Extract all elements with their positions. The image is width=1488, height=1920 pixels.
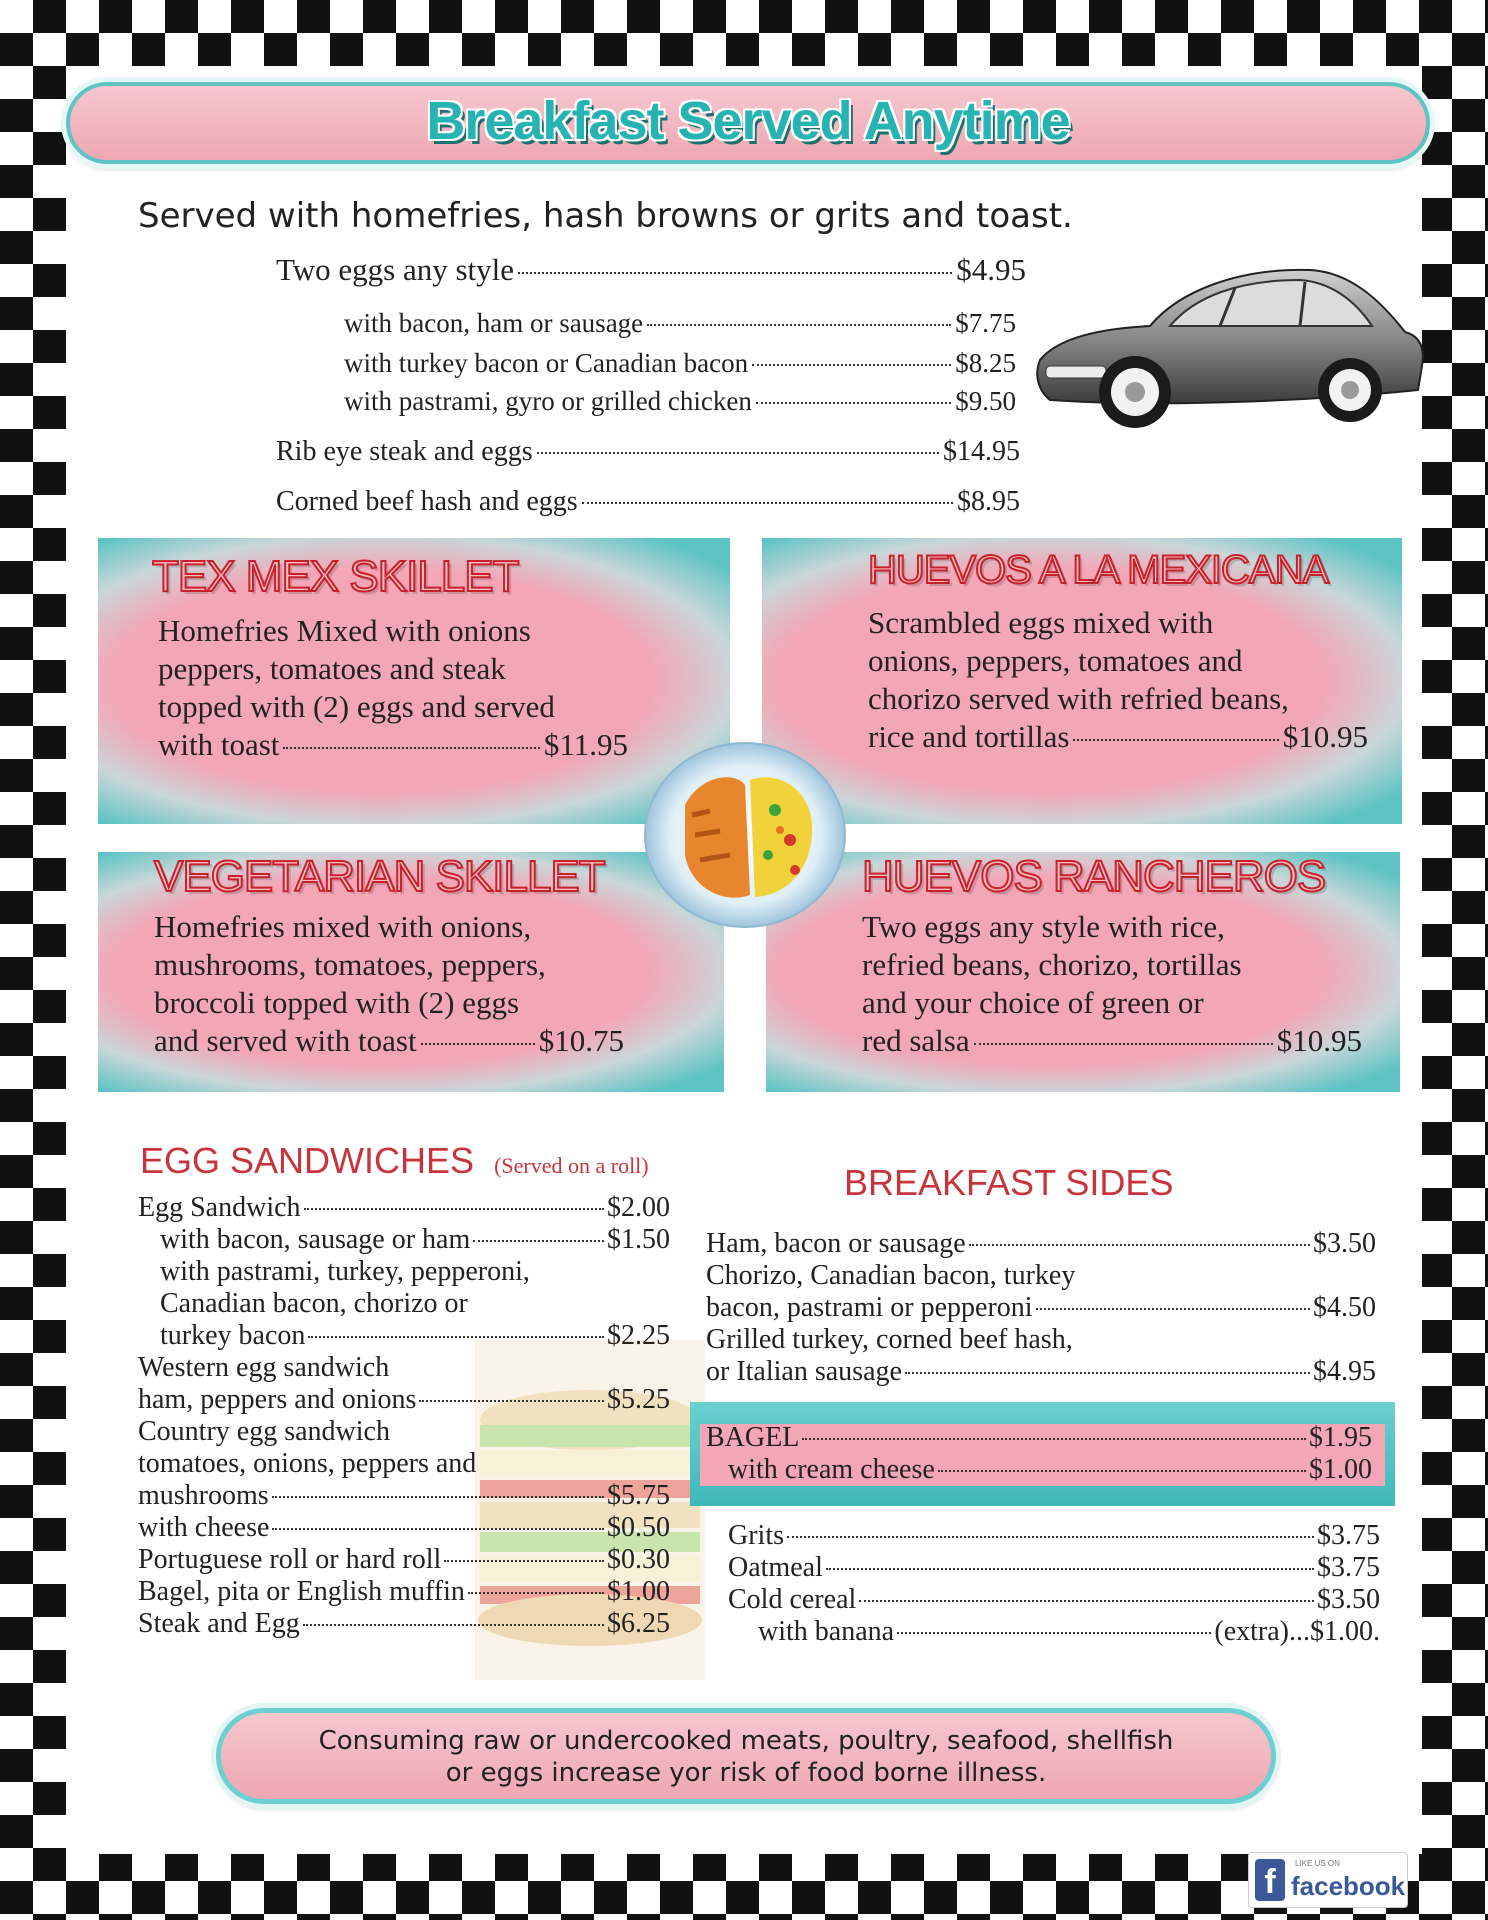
breakfast-sides-list [706,1228,1376,1388]
item-price: $4.95 [956,252,1026,287]
list-item [138,1320,670,1352]
list-item [138,1192,670,1224]
section-title: EGG SANDWICHES [140,1140,475,1181]
leader-dots [537,452,939,454]
item-price: $0.30 [607,1544,670,1575]
description-line: Homefries mixed with onions, [154,909,532,944]
leader-dots [938,1470,1306,1472]
leader-dots [308,1336,604,1338]
leader-dots [444,1560,604,1562]
food-safety-warning [216,1708,1276,1804]
list-item [138,1512,670,1544]
leader-dots [582,502,953,504]
served-with-note: Served with homefries, hash browns or grits and toast. [138,196,1073,236]
description-line: Scrambled eggs mixed with [868,605,1214,640]
title-banner [66,82,1430,164]
leader-dots [272,1528,604,1530]
menu-item [276,436,1020,468]
leader-dots [974,1043,1273,1045]
item-label: with toast [158,727,280,762]
leader-dots [272,1496,604,1498]
facebook-icon: f [1255,1859,1285,1901]
description-line [868,718,1368,756]
leader-dots [787,1536,1314,1538]
item-label: Canadian bacon, chorizo or [160,1288,468,1319]
facebook-like-label: LIKE US ON [1295,1859,1340,1868]
item-label: with bacon, ham or sausage [344,308,644,338]
list-item [138,1352,670,1384]
menu-item [276,252,1026,288]
panel-description [154,908,624,1060]
item-label: Chorizo, Canadian bacon, turkey [706,1260,1076,1291]
item-label: Oatmeal [728,1552,823,1583]
item-price: $3.75 [1317,1520,1380,1551]
item-price: $2.25 [607,1320,670,1351]
list-item [138,1576,670,1608]
item-price: $10.95 [1282,719,1368,754]
item-price: $3.50 [1317,1584,1380,1615]
item-label: and served with toast [154,1023,417,1058]
item-label: tomatoes, onions, peppers and [138,1448,477,1479]
item-label: Cold cereal [728,1584,857,1615]
menu-item [344,348,1016,379]
description-line [862,1022,1362,1060]
description-line: and your choice of green or [862,985,1204,1020]
description-line: topped with (2) eggs and served [158,689,555,724]
item-price: $9.50 [955,386,1016,416]
item-price: $10.95 [1276,1023,1362,1058]
item-label: turkey bacon [160,1320,306,1351]
facebook-badge[interactable] [1248,1852,1408,1908]
leader-dots [419,1400,604,1402]
leader-dots [859,1600,1314,1602]
item-price: $1.95 [1309,1422,1372,1453]
item-price: $3.50 [1313,1228,1376,1259]
item-price: $1.00 [1309,1454,1372,1485]
panel-title: VEGETARIAN SKILLET [154,852,605,901]
item-label: with bacon, sausage or ham [160,1224,471,1255]
leader-dots [905,1372,1310,1374]
item-label: with pastrami, gyro or grilled chicken [344,386,752,416]
item-price: $6.25 [607,1608,670,1639]
item-label: Bagel, pita or English muffin [138,1576,465,1607]
description-line: peppers, tomatoes and steak [158,651,506,686]
item-label: rice and tortillas [868,719,1070,754]
item-label: Egg Sandwich [138,1192,301,1223]
item-price: $4.50 [1313,1292,1376,1323]
item-price: $10.75 [538,1023,624,1058]
panel-title: TEX MEX SKILLET [152,552,519,601]
leader-dots [283,747,539,749]
leader-dots [802,1438,1306,1440]
item-price: $0.50 [607,1512,670,1543]
item-price: $2.00 [607,1192,670,1223]
description-line: chorizo served with refried beans, [868,681,1289,716]
item-label: Grits [728,1520,784,1551]
item-label: or Italian sausage [706,1356,902,1387]
panel-description [862,908,1362,1060]
item-label: Rib eye steak and eggs [276,436,533,467]
item-label: with cream cheese [728,1454,935,1485]
panel-description [158,612,628,764]
item-label: Corned beef hash and eggs [276,486,578,517]
cereal-list [728,1520,1380,1648]
item-price: $11.95 [543,727,628,762]
leader-dots [647,324,951,326]
list-item [728,1520,1380,1552]
panel-title: HUEVOS A LA MEXICANA [868,548,1329,592]
item-label: mushrooms [138,1480,269,1511]
leader-dots [304,1208,604,1210]
item-label: Two eggs any style [276,252,515,287]
list-item [706,1260,1376,1292]
list-item [138,1608,670,1640]
item-price: $4.95 [1313,1356,1376,1387]
description-line: refried beans, chorizo, tortillas [862,947,1242,982]
panel-description [868,604,1368,756]
description-line [154,1022,624,1060]
leader-dots [897,1632,1211,1634]
item-label: with cheese [138,1512,270,1543]
menu-item [344,386,1016,417]
list-item [138,1448,670,1480]
bagel-list [706,1422,1372,1486]
item-price: $1.00 [607,1576,670,1607]
item-label: red salsa [862,1023,970,1058]
item-label: Portuguese roll or hard roll [138,1544,442,1575]
egg-sandwich-list [138,1192,670,1640]
leader-dots [468,1592,604,1594]
list-item [706,1292,1376,1324]
leader-dots [303,1624,604,1626]
description-line: Two eggs any style with rice, [862,909,1225,944]
list-item [706,1454,1372,1486]
item-price: $8.95 [957,486,1020,517]
panel-title: HUEVOS RANCHEROS [862,852,1326,901]
menu-item [276,486,1020,518]
item-label: with pastrami, turkey, pepperoni, [160,1256,530,1287]
breakfast-sides-heading: BREAKFAST SIDES [844,1162,1174,1203]
item-label: Western egg sandwich [138,1352,390,1383]
page-title: Breakfast Served Anytime [426,91,1070,151]
leader-dots [826,1568,1314,1570]
leader-dots [421,1043,535,1045]
description-line: mushrooms, tomatoes, peppers, [154,947,546,982]
item-price: $3.75 [1317,1552,1380,1583]
special-panel-huevos-mexicana [762,538,1402,824]
item-price: $5.25 [607,1384,670,1415]
list-item [728,1552,1380,1584]
list-item [706,1228,1376,1260]
warning-line: or eggs increase yor risk of food borne illness. [445,1758,1047,1788]
leader-dots [1036,1308,1310,1310]
egg-sandwiches-heading [140,1140,649,1182]
leader-dots [752,364,951,366]
item-price: $7.75 [955,308,1016,338]
leader-dots [518,272,952,274]
item-price: $1.50 [607,1224,670,1255]
list-item [728,1616,1380,1648]
item-label: Country egg sandwich [138,1416,390,1447]
list-item [138,1288,670,1320]
item-label: Steak and Egg [138,1608,300,1639]
special-panel-huevos-rancheros [766,852,1400,1092]
description-line: onions, peppers, tomatoes and [868,643,1243,678]
classic-car-image [1020,240,1430,450]
section-note: (Served on a roll) [494,1153,649,1178]
item-price: $8.25 [955,348,1016,378]
special-panel-vegetarian [98,852,724,1092]
list-item [706,1422,1372,1454]
description-line [158,726,628,764]
list-item [138,1384,670,1416]
item-price: (extra)...$1.00. [1214,1616,1380,1647]
description-line: broccoli topped with (2) eggs [154,985,520,1020]
list-item [138,1544,670,1576]
leader-dots [1073,739,1278,741]
warning-line: Consuming raw or undercooked meats, poultry, seafood, shellfish [318,1726,1174,1756]
item-label: Ham, bacon or sausage [706,1228,966,1259]
description-line: Homefries Mixed with onions [158,613,531,648]
item-price: $14.95 [943,436,1020,467]
list-item [728,1584,1380,1616]
item-label: bacon, pastrami or pepperoni [706,1292,1033,1323]
list-item [138,1224,670,1256]
leader-dots [756,402,951,404]
list-item [138,1416,670,1448]
item-label: BAGEL [706,1422,800,1453]
item-label: with turkey bacon or Canadian bacon [344,348,749,378]
leader-dots [473,1240,604,1242]
list-item [138,1256,670,1288]
list-item [138,1480,670,1512]
list-item [706,1356,1376,1388]
special-panel-tex-mex [98,538,730,824]
item-label: with banana [758,1616,895,1647]
food-plate-image [640,735,850,935]
facebook-wordmark: facebook [1291,1871,1406,1901]
item-label: Grilled turkey, corned beef hash, [706,1324,1073,1355]
item-price: $5.75 [607,1480,670,1511]
item-label: ham, peppers and onions [138,1384,417,1415]
leader-dots [969,1244,1310,1246]
menu-item [344,308,1016,339]
list-item [706,1324,1376,1356]
